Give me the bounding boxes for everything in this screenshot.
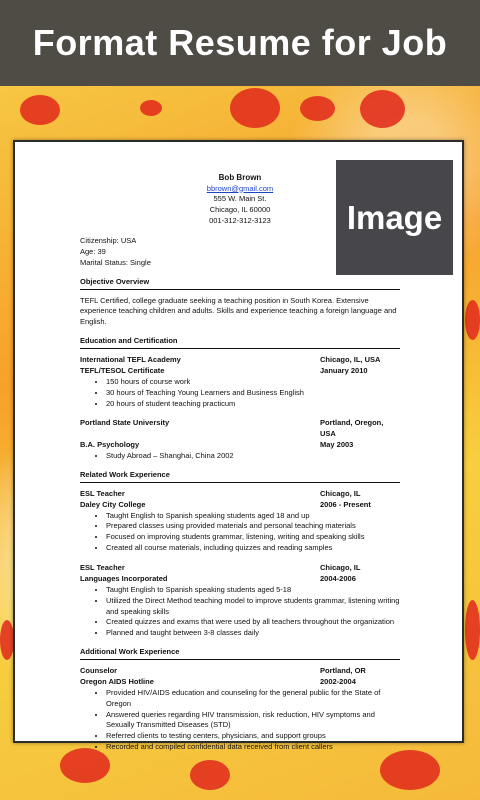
entry-title: Daley City College xyxy=(80,499,146,509)
objective-text: TEFL Certified, college graduate seeking a teaching position in South Korea. Extensive experience teaching children and adults. Skills and experience teaching a foreign language and English. xyxy=(80,295,397,327)
resume-entry xyxy=(80,489,400,554)
resume-citizenship: Citizenship: USA xyxy=(80,236,137,246)
bullet-item: • Taught English to Spanish speaking students aged 5-18 xyxy=(106,585,400,596)
resume-body xyxy=(80,172,400,753)
resume-address-line1: 555 W. Main St. xyxy=(213,194,267,204)
entry-bullets xyxy=(80,511,400,555)
bullet-item: • Utilized the Direct Method teaching model to improve students grammar, listening writing and speaking skills xyxy=(106,596,400,618)
bullet-item: • Prepared classes using provided materials and personal teaching materials xyxy=(106,521,400,532)
entry-date: 2002-2004 xyxy=(320,676,356,686)
additional-list xyxy=(80,666,400,753)
entry-bullets xyxy=(80,377,400,410)
resume-preview[interactable] xyxy=(13,140,464,752)
education-list xyxy=(80,355,400,462)
resume-address-line2: Chicago, IL 60000 xyxy=(209,205,271,215)
bullet-item: • Taught English to Spanish speaking students aged 18 and up xyxy=(106,511,400,522)
bullet-item: • 150 hours of course work xyxy=(106,377,400,388)
background-splat xyxy=(360,90,405,128)
image-placeholder-label: Image xyxy=(346,198,443,236)
entry-location: Chicago, IL xyxy=(320,563,361,573)
background-splat xyxy=(20,95,60,125)
resume-entry xyxy=(80,418,400,462)
bullet-item: • Study Abroad – Shanghai, China 2002 xyxy=(106,451,400,462)
resume-entry xyxy=(80,666,400,753)
resume-name: Bob Brown xyxy=(218,173,262,182)
entry-title: B.A. Psychology xyxy=(80,440,140,450)
section-heading-education: Education and Certification xyxy=(80,336,400,349)
section-heading-additional: Additional Work Experience xyxy=(80,647,400,660)
bullet-item: • Provided HIV/AIDS education and counseling for the general public for the State of Oregon xyxy=(106,688,400,710)
resume-email-link[interactable]: bbrown@gmail.com xyxy=(206,183,274,193)
entry-org: Portland State University xyxy=(80,418,170,428)
entry-bullets xyxy=(80,585,400,639)
entry-title: Languages Incorporated xyxy=(80,573,168,583)
background-splat xyxy=(60,748,110,783)
background-splat xyxy=(230,88,280,128)
bullet-item: • Planned and taught between 3-8 classes daily xyxy=(106,628,400,639)
work-list xyxy=(80,489,400,639)
entry-location: Portland, Oregon, USA xyxy=(320,418,384,439)
bullet-item: • 20 hours of student teaching practicum xyxy=(106,399,400,410)
bullet-item: • Created quizzes and exams that were used by all teachers throughout the organization xyxy=(106,617,400,628)
entry-date: January 2010 xyxy=(320,365,368,375)
entry-date: May 2003 xyxy=(320,440,354,450)
resume-marital-status: Marital Status: Single xyxy=(80,257,151,267)
entry-bullets xyxy=(80,688,400,753)
background-splat xyxy=(140,100,162,116)
entry-bullets xyxy=(80,451,400,462)
resume-phone: 001-312-312-3123 xyxy=(209,216,271,226)
entry-title: TEFL/TESOL Certificate xyxy=(80,365,165,375)
entry-date: 2006 - Present xyxy=(320,499,371,509)
background-splat xyxy=(0,620,14,660)
entry-location: Chicago, IL, USA xyxy=(320,355,381,365)
entry-date: 2004-2006 xyxy=(320,573,356,583)
background-splat xyxy=(465,300,480,340)
bullet-item: • Answered queries regarding HIV transmission, risk reduction, HIV symptoms and Sexually Transmitted Diseases (STD) xyxy=(106,710,400,732)
background-splat xyxy=(465,600,480,660)
entry-location: Portland, OR xyxy=(320,666,366,676)
background-splat xyxy=(190,760,230,790)
entry-title: Oregon AIDS Hotline xyxy=(80,676,154,686)
entry-location: Chicago, IL xyxy=(320,488,361,498)
entry-org: International TEFL Academy xyxy=(80,355,181,365)
entry-org: ESL Teacher xyxy=(80,563,125,573)
entry-org: ESL Teacher xyxy=(80,488,125,498)
bullet-item: • Created all course materials, including quizzes and reading samples xyxy=(106,543,400,554)
bullet-item: • Referred clients to testing centers, physicians, and support groups xyxy=(106,731,400,742)
resume-entry xyxy=(80,563,400,639)
page-title: Format Resume for Job xyxy=(32,22,448,63)
bullet-item: • Focused on improving students grammar, listening, writing and speaking skills xyxy=(106,532,400,543)
entry-org: Counselor xyxy=(80,666,118,676)
bullet-item: • 30 hours of Teaching Young Learners and Business English xyxy=(106,388,400,399)
background-splat xyxy=(380,750,440,790)
section-heading-work: Related Work Experience xyxy=(80,470,400,483)
bullet-item: • Recorded and compiled confidential data received from client callers xyxy=(106,742,400,753)
resume-age: Age: 39 xyxy=(80,246,106,256)
background-splat xyxy=(300,96,335,121)
resume-entry xyxy=(80,355,400,409)
app-header xyxy=(0,0,480,86)
section-heading-objective: Objective Overview xyxy=(80,277,400,290)
